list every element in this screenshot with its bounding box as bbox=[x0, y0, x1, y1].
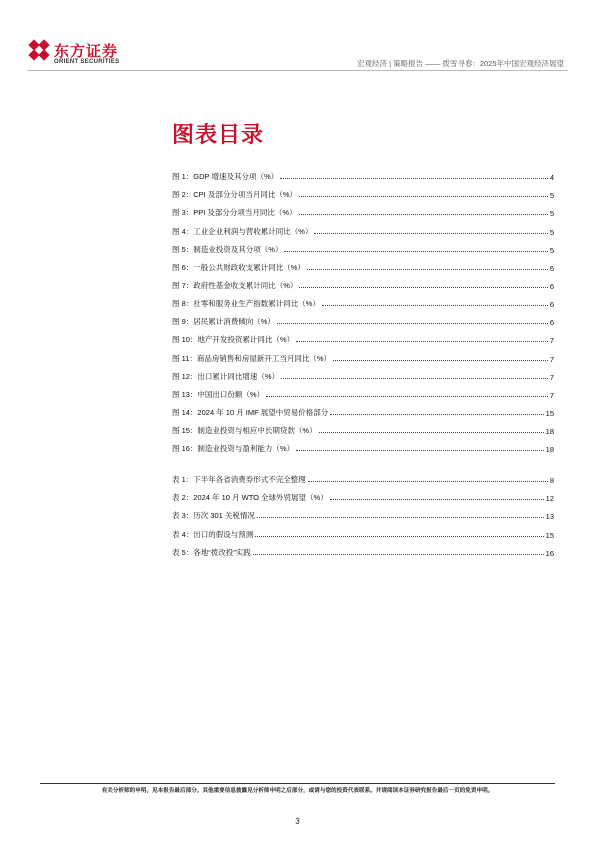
toc-entry-page: 6 bbox=[549, 300, 554, 310]
toc-leader-dots bbox=[299, 196, 548, 197]
toc-entry-label: 图 14：2024 年 10 月 IMF 展望中贸易价格部分 bbox=[172, 407, 329, 417]
toc-entry-label: 图 1：GDP 增速及其分项（%） bbox=[172, 172, 279, 182]
toc-entry[interactable] bbox=[172, 255, 554, 273]
toc-entry-page: 12 bbox=[545, 494, 554, 504]
toc-entry[interactable] bbox=[172, 364, 554, 382]
orient-securities-diamond-logo-icon bbox=[27, 38, 51, 62]
table-list bbox=[172, 467, 554, 558]
toc-leader-dots bbox=[322, 305, 548, 306]
toc-entry[interactable] bbox=[172, 503, 554, 521]
toc-entry-page: 15 bbox=[545, 530, 554, 540]
toc-leader-dots bbox=[330, 414, 543, 415]
company-logo bbox=[27, 38, 137, 72]
toc-entry-label: 图 10：地产开发投资累计同比（%） bbox=[172, 335, 295, 345]
toc-entry-label: 图 2：CPI 及部分分项当月同比（%） bbox=[172, 190, 298, 200]
toc-leader-dots bbox=[308, 481, 548, 482]
toc-entry[interactable] bbox=[172, 164, 554, 182]
toc-entry-label: 图 11：商品房销售和房屋新开工当月同比（%） bbox=[172, 353, 332, 363]
toc-entry[interactable] bbox=[172, 382, 554, 400]
toc-entry-page: 5 bbox=[549, 227, 554, 237]
header-divider bbox=[27, 70, 568, 71]
toc-entry-page: 18 bbox=[545, 445, 554, 455]
toc-entry-page: 15 bbox=[545, 408, 554, 418]
toc-entry-page: 5 bbox=[549, 191, 554, 201]
toc-entry-page: 6 bbox=[549, 318, 554, 328]
toc-leader-dots bbox=[284, 251, 547, 252]
toc-leader-dots bbox=[319, 432, 544, 433]
toc-entry-label: 图 6：一般公共财政收支累计同比（%） bbox=[172, 262, 305, 272]
toc-entry-page: 4 bbox=[549, 173, 554, 183]
toc-entry[interactable] bbox=[172, 273, 554, 291]
toc-title: 图表目录 bbox=[172, 122, 265, 147]
toc-entry-label: 表 1：下半年各省消费券形式不完全整理 bbox=[172, 475, 306, 485]
toc-entry-label: 图 12：出口累计同比增速（%） bbox=[172, 371, 280, 381]
toc-entry-page: 13 bbox=[545, 512, 554, 522]
company-name-en: ORIENT SECURITIES bbox=[54, 59, 120, 65]
toc-entry-page: 7 bbox=[549, 390, 554, 400]
toc-entry-label: 图 16：制造业投资与盈利能力（%） bbox=[172, 444, 295, 454]
toc-leader-dots bbox=[296, 341, 548, 342]
toc-entry-label: 表 3：历次 301 关税情况 bbox=[172, 511, 255, 521]
toc-entry-label: 表 5：各地“拨改投”实践 bbox=[172, 547, 251, 557]
toc-entry-label: 图 4：工业企业利润与营收累计同比（%） bbox=[172, 226, 313, 236]
toc-entry[interactable] bbox=[172, 400, 554, 418]
toc-entry-label: 图 13：中国出口份额（%） bbox=[172, 389, 265, 399]
toc-entry-page: 5 bbox=[549, 245, 554, 255]
toc-entry-label: 图 7：政府性基金收支累计同比（%） bbox=[172, 280, 298, 290]
toc-entry[interactable] bbox=[172, 327, 554, 345]
toc-leader-dots bbox=[255, 536, 543, 537]
figure-list bbox=[172, 164, 554, 454]
report-breadcrumb: 宏观经济 | 策略报告 —— 拨雪寻春：2025年中国宏观经济展望 bbox=[357, 59, 564, 68]
toc-entry-label: 图 5：制造业投资及其分项（%） bbox=[172, 244, 283, 254]
disclaimer: 有关分析师的申明，见本报告最后部分。其他重要信息披露见分析师申明之后部分，或请与您的投资代表联系。并请阅读本证券研究报告最后一页的免责申明。 bbox=[101, 788, 494, 794]
toc-entry[interactable] bbox=[172, 467, 554, 485]
toc-entry[interactable] bbox=[172, 291, 554, 309]
toc-entry[interactable] bbox=[172, 237, 554, 255]
toc-entry[interactable] bbox=[172, 182, 554, 200]
toc-entry-label: 图 9：居民累计消费倾向（%） bbox=[172, 317, 275, 327]
toc-entry-label: 表 4：出口的假设与预测 bbox=[172, 529, 254, 539]
toc-leader-dots bbox=[280, 178, 548, 179]
toc-leader-dots bbox=[330, 499, 544, 500]
toc-entry-page: 6 bbox=[549, 281, 554, 291]
toc-entry-page: 5 bbox=[549, 209, 554, 219]
toc-leader-dots bbox=[299, 287, 547, 288]
toc-entry[interactable] bbox=[172, 485, 554, 503]
toc-entry[interactable] bbox=[172, 309, 554, 327]
toc-entry-label: 图 3：PPI 及部分分项当月同比（%） bbox=[172, 208, 297, 218]
toc-entry-label: 表 2：2024 年 10 月 WTO 全球外贸展望（%） bbox=[172, 493, 328, 503]
toc-leader-dots bbox=[257, 517, 544, 518]
toc-entry-page: 7 bbox=[549, 354, 554, 364]
toc-entry-page: 7 bbox=[549, 372, 554, 382]
toc-entry[interactable] bbox=[172, 521, 554, 539]
toc-leader-dots bbox=[277, 323, 548, 324]
toc-entry-page: 6 bbox=[549, 263, 554, 273]
toc-entry-page: 16 bbox=[545, 548, 554, 558]
toc-leader-dots bbox=[307, 269, 548, 270]
page-number: 3 bbox=[295, 817, 300, 826]
footer-divider bbox=[40, 783, 555, 784]
toc-leader-dots bbox=[299, 214, 548, 215]
company-name-cn: 东方证券 bbox=[54, 43, 119, 60]
toc-leader-dots bbox=[314, 233, 547, 234]
toc-entry[interactable] bbox=[172, 540, 554, 558]
toc-entry-label: 图 15：制造业投资与相应中长期贷款（%） bbox=[172, 426, 317, 436]
toc-leader-dots bbox=[266, 396, 548, 397]
toc-entry[interactable] bbox=[172, 418, 554, 436]
toc-leader-dots bbox=[296, 450, 544, 451]
toc-entry-label: 图 8：社零和服务业生产指数累计同比（%） bbox=[172, 299, 320, 309]
toc-entry-page: 8 bbox=[549, 476, 554, 486]
toc-entry[interactable] bbox=[172, 218, 554, 236]
toc-entry[interactable] bbox=[172, 436, 554, 454]
toc-leader-dots bbox=[281, 378, 548, 379]
toc-entry[interactable] bbox=[172, 345, 554, 363]
toc-entry-page: 7 bbox=[549, 336, 554, 346]
toc-entry[interactable] bbox=[172, 200, 554, 218]
toc-entry-page: 18 bbox=[545, 427, 554, 437]
toc-leader-dots bbox=[333, 360, 548, 361]
toc-leader-dots bbox=[253, 554, 544, 555]
